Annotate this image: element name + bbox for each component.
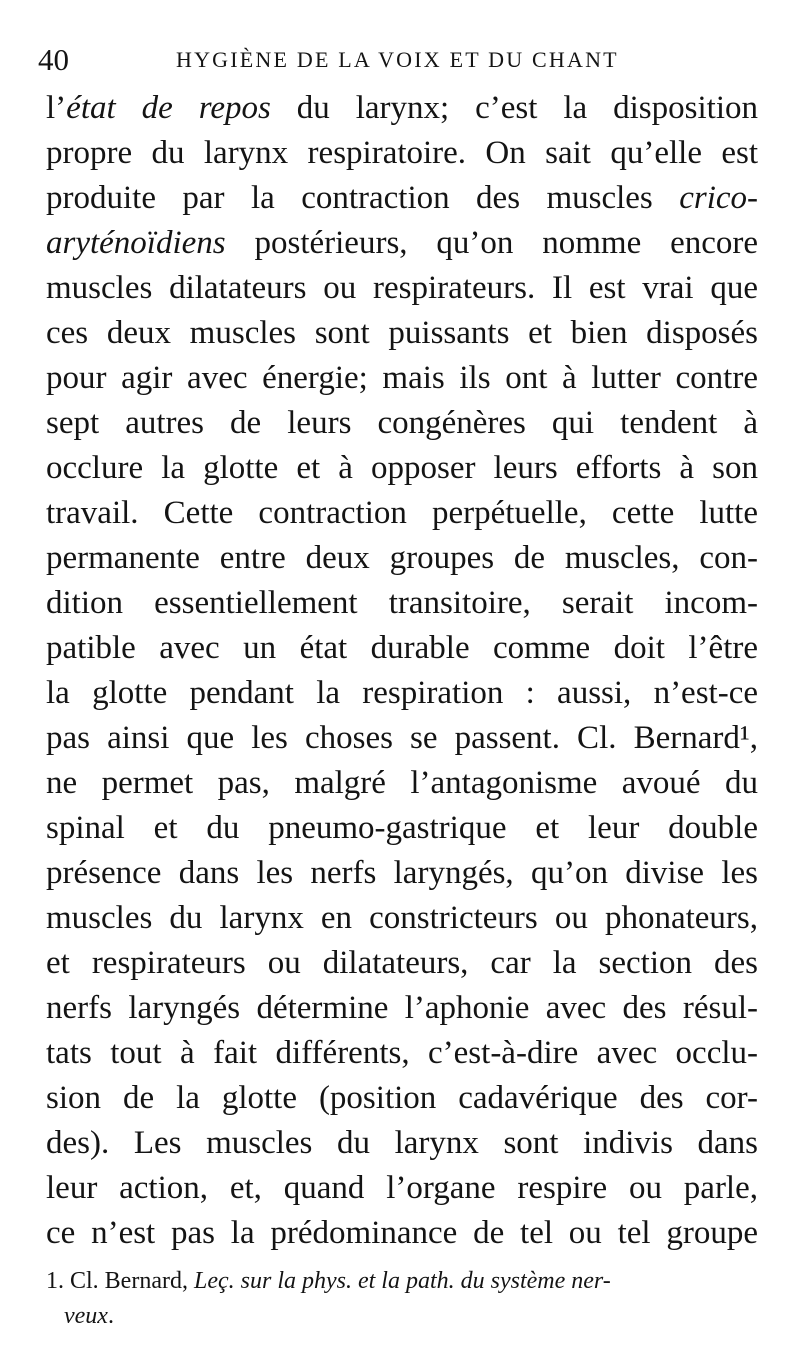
- footnote-line: veux.: [64, 1303, 114, 1329]
- text-line: ne permet pas, malgré l’antagonisme avoué du: [46, 765, 758, 801]
- text-line: sept autres de leurs congénères qui tendent à: [46, 405, 758, 441]
- text-line: tats tout à fait différents, c’est-à-dire avec occlu-: [46, 1035, 758, 1071]
- text-line: muscles du larynx en constricteurs ou phonateurs,: [46, 900, 758, 936]
- running-head: HYGIÈNE DE LA VOIX ET DU CHANT: [176, 47, 619, 72]
- text-line: occlure la glotte et à opposer leurs efforts à son: [46, 450, 758, 486]
- text-line: et respirateurs ou dilatateurs, car la section des: [46, 945, 758, 981]
- text-line: nerfs laryngés détermine l’aphonie avec des résul-: [46, 990, 758, 1026]
- page-header: [38, 40, 768, 80]
- text-line: la glotte pendant la respiration : aussi, n’est-ce: [46, 675, 758, 711]
- text-line: patible avec un état durable comme doit l’être: [46, 630, 758, 666]
- text-line: leur action, et, quand l’organe respire ou parle,: [46, 1170, 758, 1206]
- body-text: [46, 86, 758, 1256]
- footnotes: [46, 1264, 758, 1334]
- text-line: pour agir avec énergie; mais ils ont à lutter contre: [46, 360, 758, 396]
- text-line: présence dans les nerfs laryngés, qu’on divise les: [46, 855, 758, 891]
- text-line: pas ainsi que les choses se passent. Cl. Bernard¹,: [46, 720, 758, 756]
- text-line: dition essentiellement transitoire, serait incom-: [46, 585, 758, 621]
- text-line: sion de la glotte (position cadavérique des cor-: [46, 1080, 758, 1116]
- text-line: muscles dilatateurs ou respirateurs. Il est vrai que: [46, 270, 758, 306]
- text-line: permanente entre deux groupes de muscles, con-: [46, 540, 758, 576]
- footnote-line: 1. Cl. Bernard, Leç. sur la phys. et la path. du système ner-: [46, 1268, 611, 1294]
- text-line: ce n’est pas la prédominance de tel ou tel groupe: [46, 1215, 758, 1251]
- page-number: 40: [38, 42, 69, 77]
- text-line: des). Les muscles du larynx sont indivis dans: [46, 1125, 758, 1161]
- text-line: produite par la contraction des muscles crico-: [46, 180, 758, 216]
- text-line: propre du larynx respiratoire. On sait qu’elle est: [46, 135, 758, 171]
- text-line: spinal et du pneumo-gastrique et leur double: [46, 810, 758, 846]
- text-line: travail. Cette contraction perpétuelle, cette lutte: [46, 495, 758, 531]
- text-line: l’état de repos du larynx; c’est la disposition: [46, 90, 758, 126]
- text-line: aryténoïdiens postérieurs, qu’on nomme encore: [46, 225, 758, 261]
- text-line: ces deux muscles sont puissants et bien disposés: [46, 315, 758, 351]
